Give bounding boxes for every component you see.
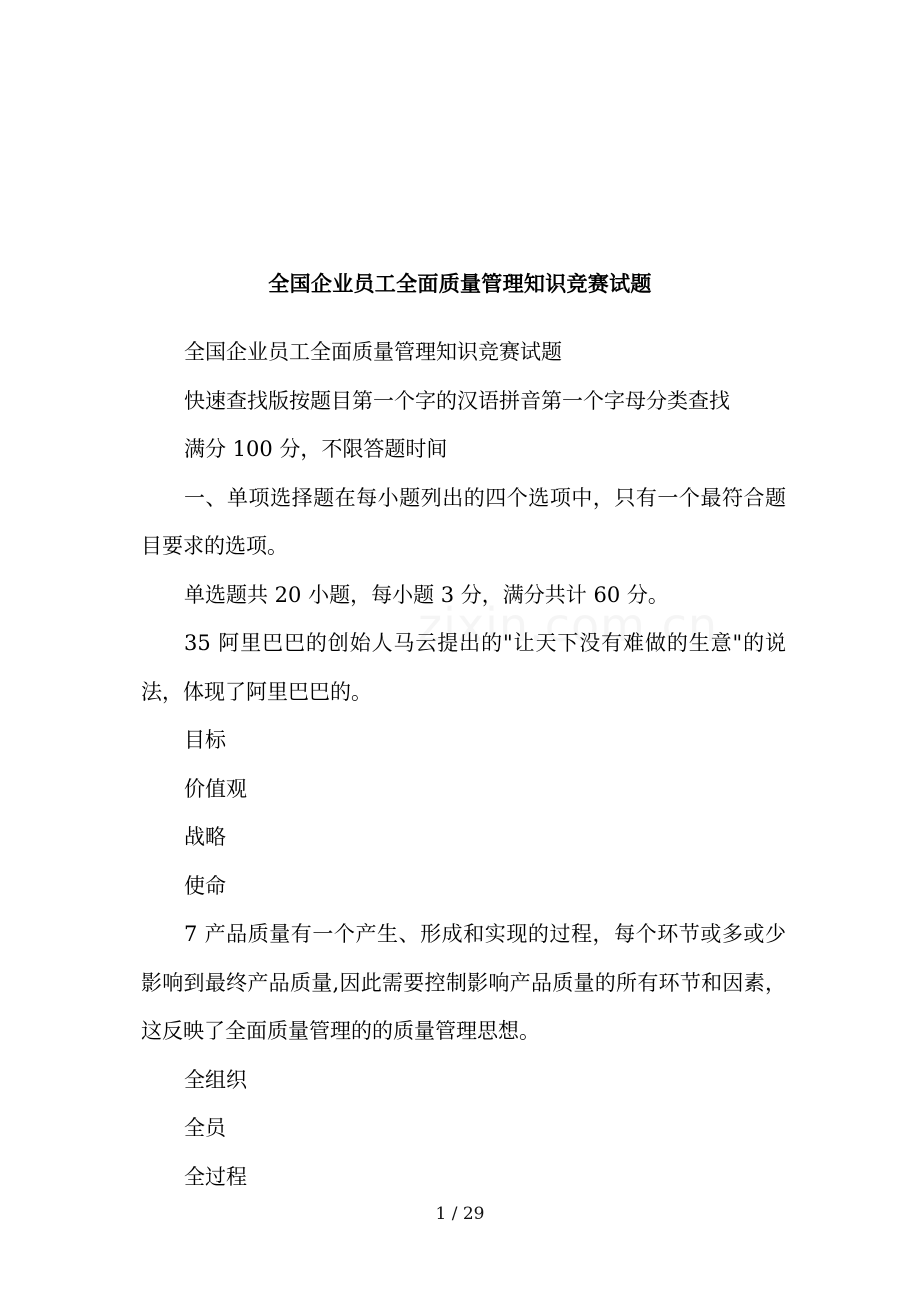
page-indicator: 1 / 29: [435, 1204, 485, 1224]
document-body: [141, 328, 786, 1201]
paragraph-score-note: 满分 100 分，不限答题时间: [184, 437, 448, 461]
question-35-option-1: 目标: [184, 728, 226, 752]
paragraph-section-heading: 一、单项选择题在每小题列出的四个选项中，只有一个最符合题目要求的选项。: [141, 485, 786, 558]
question-7-option-3: 全过程: [184, 1164, 247, 1189]
paragraph-subtitle: 全国企业员工全面质量管理知识竞赛试题: [184, 340, 562, 364]
question-35-option-4: 使命: [184, 873, 226, 898]
question-7: 7 产品质量有一个产生、形成和实现的过程，每个环节或多或少影响到最终产品质量,因此需要控制影响产品质量的所有环节和因素，这反映了全面质量管理的的质量管理思想。: [141, 922, 786, 1043]
document-title: 全国企业员工全面质量管理知识竞赛试题: [268, 271, 652, 296]
paragraph-search-note: 快速查找版按题目第一个字的汉语拼音第一个字母分类查找: [184, 388, 730, 413]
question-35: 35 阿里巴巴的创始人马云提出的"让天下没有难做的生意"的说法，体现了阿里巴巴的。: [141, 631, 786, 704]
question-7-option-2: 全员: [184, 1116, 226, 1140]
question-35-option-2: 价值观: [184, 776, 247, 801]
watermark: [418, 598, 718, 652]
question-7-option-1: 全组织: [184, 1067, 247, 1092]
paragraph-section-rules: 单选题共 20 小题，每小题 3 分，满分共计 60 分。: [184, 582, 669, 607]
question-35-option-3: 战略: [184, 825, 226, 849]
